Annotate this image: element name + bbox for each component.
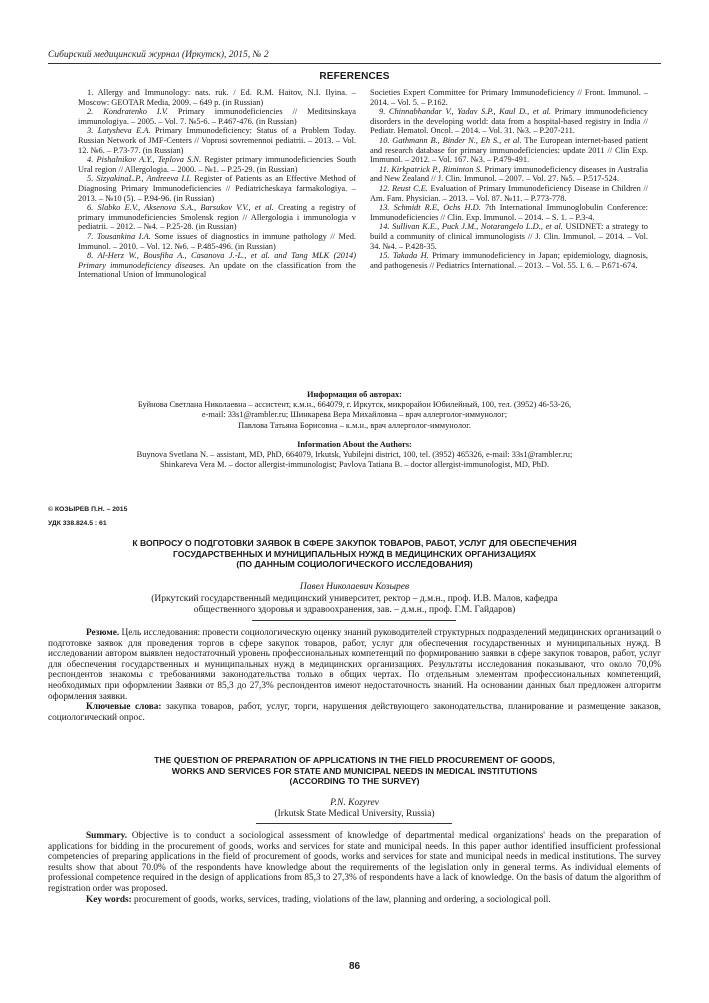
references-left-column [78,88,356,280]
reference-item [370,165,648,184]
reference-item [78,232,356,251]
keywords-en-label: Key words: [86,894,132,905]
abstract-ru-label: Резюме. [86,628,120,638]
reference-authors: 2. Kondratenko I.V. [87,107,168,117]
keywords-ru-paragraph [48,702,661,723]
reference-text: Primary immunodeficiencies // Meditsinskaya immunologiya. – 2005. – Vol. 7. №5-6. – P.467-476. (in Russian) [78,107,356,126]
reference-item [78,107,356,126]
reference-item [78,174,356,203]
reference-text: 7th International Immunoglobulin Conference: Immunodeficiencies // Clin. Exp. Immunol. – 2014. – S. 1. – P.3-4. [370,203,648,222]
reference-text: The European internet-based patient and research database for primary immunodeficiencies: update 2011 // Clin Exp. Immunol. – 2012. – Vol. 167. №3. – P.479-491. [370,135,649,165]
reference-text: Societies Expert Committee for Primary Immunodeficiency // Front. Immunol. – 2014. – Vol. 5. – P.162. [370,88,648,107]
reference-text: USIDNET: a strategy to build a community of clinical immunologists // J. Clin. Immunol. – 2014. – Vol. 34. №4. – P.428-35. [370,222,648,251]
reference-item [78,126,356,155]
references-list [78,88,648,280]
reference-item [78,251,356,280]
reference-item [370,222,648,251]
reference-text: Some issues of diagnostics in immune pathology // Med. Immunol. – 2010. – Vol. 12. №6. – P.485-496. (in Russian) [78,231,356,251]
reference-authors: 11. Kirkpatrick P., Riminton S. [379,164,483,174]
abstract-ru [48,628,661,723]
abstract-en-text: Objective is to conduct a sociological assessment of knowledge of departmental medical organizations' heads on the preparation of applications for bidding in the procurement of goods, works and services for state and municipal needs. In this paper author identified insufficient professional competencies of preparing applications in the field of procurement of goods, works and services for state and municipal needs in medical institutions. The survey results show that about 70.0% of the respondents have knowledge about the requirements of the legislation only in general terms. As individual elements of professional competence required in the design of applications from 85,3 to 27,3% of respondents have a lack of knowledge. On the basis of datum the algorithm of registration order was proposed. [48,831,661,894]
abstract-en-label: Summary. [86,831,128,841]
abstract-ru-text: Цель исследования: провести социологическую оценку знаний руководителей структурных подразделений медицинских организаций о подготовке заявок для проведения торгов в сфере закупок товаров, работ, услуг для обеспечения государственных и муниципальных нужд. В исследовании автором выявлен недостаточный уровень профессиональных компетенций по формированию заявки в сфере закупок товаров, работ, услуг для обеспечения государственных и муниципальных нужд в медицинских организациях. Результаты исследования показывают, что около 70,0% респондентов знакомы с требованиями законодательства только в общих чертах. По отдельным элементам профессиональных компетенций, необходимых при оформлении Заявки от 85,3 до 27,3% респондентов имеют недостаточность знаний. На основании данных был предложен алгоритм оформления заявки. [48,628,661,702]
reference-text: 1. Allergy and Immunology: nats. ruk. / Ed. R.M. Haitov, N.I. Ilyina. – Moscow: GEOTAR Media, 2009. – 649 p. (in Russian) [78,88,356,107]
affiliation-en-line: (Irkutsk State Medical University, Russia) [274,809,435,819]
reference-item [370,107,648,136]
keywords-ru-text: закупка товаров, работ, услуг, торги, нарушения действующего законодательства, планирование и размещение заказов, социологический опрос. [48,702,661,723]
abstract-en [48,831,661,905]
reference-text: Register of Patients as an Effective Method of Diagnosing Primary Immunodeficiencies // Pediatricheskaya farmakologiya. – 2013. – №10 (5). – P.94-96. (in Russian) [78,174,356,203]
reference-text: Creating a registry of primary immunodeficiencies Smolensk region // Allergologia i immunologia v pediatrii. – 2012. – №4. – P.25-28. (in Russian) [78,203,356,232]
page-number: 86 [348,961,361,972]
keywords-en-paragraph [48,895,661,906]
reference-item [370,184,648,203]
article-author-en: P.N. Kozyrev [330,798,379,808]
article-title-en-line: (ACCORDING TO THE SURVEY) [289,776,420,786]
reference-text: Evaluation of Primary Immunodeficiency Disease in Children // Am. Fam. Physician. – 2013. – Vol. 87. №11. – P.773-778. [370,183,648,203]
references-right-column [370,88,648,280]
reference-text: Register primary immunodeficiencies South Ural region // Allergologia. – 2000. – №1. – P.25-29. (in Russian) [78,155,356,174]
article-title-ru-line: ГОСУДАРСТВЕННЫХ И МУНИЦИПАЛЬНЫХ НУЖД В МЕДИЦИНСКИХ ОРГАНИЗАЦИЯХ [172,548,537,559]
reference-authors: 8. Al-Herz W., Bousfiha A., Casanova J.-L., et al. and Tang MLK (2014) Primary immunodeficiency diseases. [78,251,356,270]
reference-authors: 9. Chinnabhandar V., Yadav S.P., Kaul D., et al. [379,107,552,117]
affiliation-ru-line: (Иркутский государственный медицинский университет, ректор – д.м.н., проф. И.В. Малов, кафедра [151,594,558,604]
article-title-ru-line: К ВОПРОСУ О ПОДГОТОВКИ ЗАЯВОК В СФЕРЕ ЗАКУПОК ТОВАРОВ, РАБОТ, УСЛУГ ДЛЯ ОБЕСПЕЧЕНИЯ [132,538,577,548]
reference-text: Primary immunodeficiency in Japan; epidemiology, diagnosis, and pathogenesis // Pediatrics International. – 2013. – Vol. 55. I. 6. – P.671-674. [370,251,648,270]
header-rule [48,63,661,64]
reference-item [370,136,648,165]
article-title-ru [48,538,661,570]
authors-info-ru-line: Павлова Татьяна Борисовна – к.м.н., врач аллерголог-иммунолог. [238,420,471,430]
reference-authors: 10. Gathmann B., Binder N., Eh S., et al. [379,135,522,145]
reference-authors: 7. Tousankina I.A. [87,231,151,241]
reference-authors: 6. Slabko E.V., Aksenova S.A., Barsukov V.V., et al. [87,203,274,213]
reference-authors: 15. Takada H. [379,251,429,261]
authors-info-ru-line: Буйнова Светлана Николаевна – ассистент, к.м.н., 664079, г. Иркутск, микрорайон Юбилейный, 100, тел. (3952) 46-53-26, [137,400,572,410]
authors-info-ru-line: e-mail: 33s1@rambler.ru; Шинкарева Вера Михайловна – врач аллерголог-иммунолог; [201,410,508,420]
reference-text: Primary immunodeficiency diseases in Australia and New Zealand // J. Clin. Immunol. – 2007. – Vol. 27. №5. – P.517-524. [370,164,649,184]
authors-info-en-line: Buynova Svetlana N. – assistant, MD, PhD, 664079, Irkutsk, Yubilejni district, 100, tel. (3952) 465326, e-mail: 33s1@rambler.ru; [136,450,573,460]
article-author-ru: Павел Николаевич Козырев [299,582,410,592]
authors-info-ru-heading: Информация об авторах: [307,390,402,399]
reference-item [78,203,356,232]
abstract-en-paragraph [48,831,661,895]
article-title-en-line: WORKS AND SERVICES FOR STATE AND MUNICIPAL NEEDS IN MEDICAL INSTITUTIONS [171,765,538,776]
article-title-ru-line: (ПО ДАННЫМ СОЦИОЛОГИЧЕСКОГО ИССЛЕДОВАНИЯ) [236,559,473,569]
references-title: REFERENCES [319,71,390,82]
affiliation-ru-line: общественного здоровья и здравоохранения, зав. – д.м.н., проф. Г.М. Гайдаров) [193,605,516,615]
copyright-notice: © КОЗЫРЕВ П.Н. – 2015 [48,506,128,513]
keywords-ru-label: Ключевые слова: [86,702,162,713]
keywords-en-text: procurement of goods, works, services, trading, violations of the law, planning and ordering, a sociological poll. [131,894,551,905]
udc-code: УДК 338.824.5 : 61 [48,520,107,527]
reference-text: An update on the classification from the International Union of Immunological [78,260,356,280]
authors-info-en [48,440,661,471]
reference-authors: 13. Schmidt R.E, Ochs H.D. [379,203,481,213]
reference-authors: 5. SizyakinaL.P., Andreeva I.I. [87,174,192,184]
article-title-en [48,755,661,787]
authors-info-en-line: Shinkareva Vera M. – doctor allergist-immunologist; Pavlova Tatiana B. – doctor allergist-immunologist, MD, PhD. [159,460,550,470]
affiliation-rule-ru [252,620,456,621]
reference-item [370,251,648,270]
article-affiliation-en [48,809,661,820]
reference-authors: 4. Pishalnikov A.Y., Teplova S.N. [87,155,202,165]
reference-item [78,88,356,107]
running-header: Сибирский медицинский журнал (Иркутск), 2015, № 2 [48,50,269,60]
article-affiliation-ru [48,594,661,616]
reference-authors: 3. Latysheva E.A. [87,126,151,136]
affiliation-rule-en [256,823,452,824]
authors-info-en-heading: Information About the Authors: [297,440,412,449]
reference-item [78,155,356,174]
abstract-ru-paragraph [48,628,661,702]
reference-item [370,88,648,107]
reference-text: Primary immunodeficiency disorders in the developing world: data from a hospital-based registry in India // Pediatr. Hematol. Oncol. – 2014. – Vol. 31. №3. – P.207-211. [370,107,648,136]
reference-authors: 12. Reust C.E. [379,183,428,193]
article-title-en-line: THE QUESTION OF PREPARATION OF APPLICATIONS IN THE FIELD PROCUREMENT OF GOODS, [154,755,555,765]
reference-text: Primary Immunodeficiency: Status of a Problem Today. Russian Network of JMF-Centers // Voprosi sovremennoi pediatrii. – 2013. – Vol. 12. №6. – P.73-77. (in Russian) [78,126,356,155]
authors-info-ru [48,390,661,431]
reference-authors: 14. Sullivan K.E., Puck J.M., Notarangelo L.D., et al. [379,222,563,232]
reference-item [370,203,648,222]
